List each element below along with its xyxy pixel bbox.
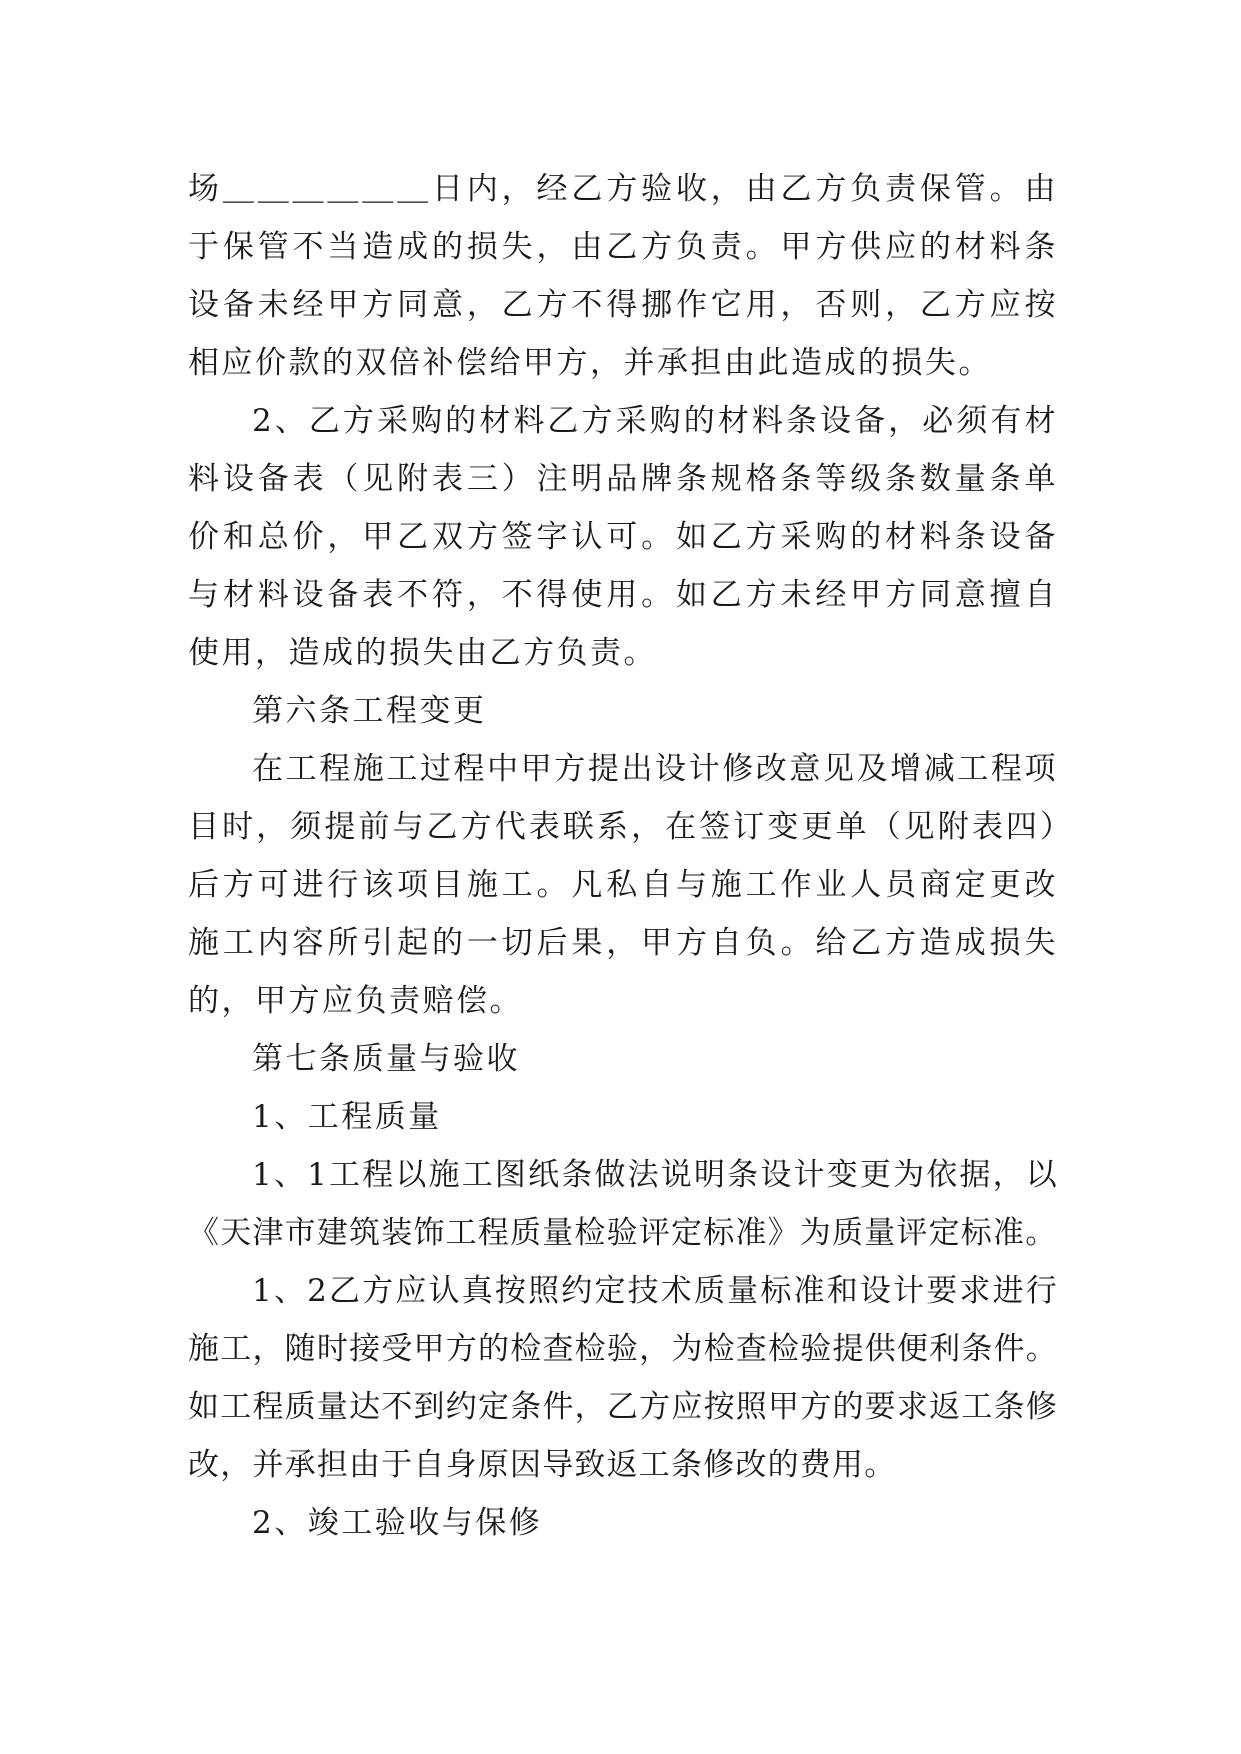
subheading-engineering-quality: 1、工程质量 xyxy=(252,1099,442,1135)
subheading-acceptance-warranty: 2、竣工验收与保修 xyxy=(252,1505,543,1541)
document-body xyxy=(188,160,1058,1552)
section-heading-article-7: 第七条质量与验收 xyxy=(252,1041,520,1077)
paragraph-engineering-change: 在工程施工过程中甲方提出设计修改意见及增减工程项目时，须提前与乙方代表联系，在签订变更单（见附表四）后方可进行该项目施工。凡私自与施工作业人员商定更改施工内容所引起的一切后果，甲方自负。给乙方造成损失的，甲方应负责赔偿。 xyxy=(188,751,1058,1019)
paragraph-contractor-procurement: 2、乙方采购的材料乙方采购的材料条设备，必须有材料设备表（见附表三）注明品牌条规格条等级条数量条单价和总价，甲乙双方签字认可。如乙方采购的材料条设备与材料设备表不符，不得使用。如乙方未经甲方同意擅自使用，造成的损失由乙方负责。 xyxy=(188,403,1058,671)
paragraph-quality-basis: 1、1工程以施工图纸条做法说明条设计变更为依据，以《天津市建筑装饰工程质量检验评定标准》为质量评定标准。 xyxy=(188,1157,1058,1251)
paragraph-quality-inspection: 1、2乙方应认真按照约定技术质量标准和设计要求进行施工，随时接受甲方的检查检验，为检查检验提供便利条件。如工程质量达不到约定条件，乙方应按照甲方的要求返工条修改，并承担由于自身原因导致返工条修改的费用。 xyxy=(188,1273,1058,1483)
paragraph-material-custody: 场＿＿＿＿＿＿日内，经乙方验收，由乙方负责保管。由于保管不当造成的损失，由乙方负责。甲方供应的材料条设备未经甲方同意，乙方不得挪作它用，否则，乙方应按相应价款的双倍补偿给甲方，并承担由此造成的损失。 xyxy=(188,171,1058,381)
section-heading-article-6: 第六条工程变更 xyxy=(252,693,487,729)
